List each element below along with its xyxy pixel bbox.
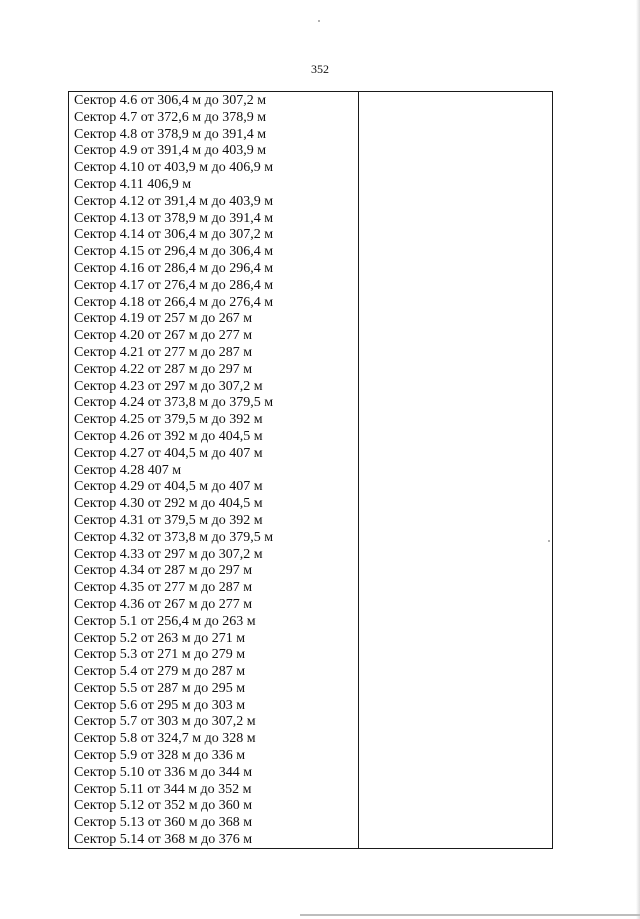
sector-row: Сектор 4.11 406,9 м	[74, 176, 192, 192]
sector-row: Сектор 4.17 от 276,4 м до 286,4 м	[74, 277, 274, 293]
page-number: 352	[311, 62, 329, 76]
scan-speck	[548, 540, 550, 542]
sector-row: Сектор 5.9 от 328 м до 336 м	[74, 748, 246, 764]
sector-row: Сектор 4.7 от 372,6 м до 378,9 м	[74, 109, 267, 125]
sector-row: Сектор 5.10 от 336 м до 344 м	[74, 764, 253, 780]
sector-row: Сектор 4.10 от 403,9 м до 406,9 м	[74, 160, 274, 176]
sector-row: Сектор 4.12 от 391,4 м до 403,9 м	[74, 193, 274, 209]
sector-row: Сектор 5.7 от 303 м до 307,2 м	[74, 714, 256, 730]
sector-row: Сектор 5.5 от 287 м до 295 м	[74, 680, 246, 696]
sector-row: Сектор 4.24 от 373,8 м до 379,5 м	[74, 395, 274, 411]
sector-row: Сектор 5.6 от 295 м до 303 м	[74, 697, 246, 713]
sector-row: Сектор 4.20 от 267 м до 277 м	[74, 328, 253, 344]
scan-speck	[318, 20, 320, 22]
sector-row: Сектор 4.8 от 378,9 м до 391,4 м	[74, 126, 267, 142]
sector-row: Сектор 4.23 от 297 м до 307,2 м	[74, 378, 263, 394]
sector-row: Сектор 4.28 407 м	[74, 462, 182, 478]
sector-row: Сектор 4.16 от 286,4 м до 296,4 м	[74, 260, 274, 276]
sector-table	[68, 91, 553, 849]
sector-row: Сектор 4.18 от 266,4 м до 276,4 м	[74, 294, 274, 310]
sector-row: Сектор 4.22 от 287 м до 297 м	[74, 361, 253, 377]
sector-row: Сектор 4.27 от 404,5 м до 407 м	[74, 445, 263, 461]
sector-row: Сектор 5.11 от 344 м до 352 м	[74, 781, 252, 797]
sector-row: Сектор 4.14 от 306,4 м до 307,2 м	[74, 227, 274, 243]
sector-row: Сектор 5.14 от 368 м до 376 м	[74, 832, 253, 848]
sector-row: Сектор 5.13 от 360 м до 368 м	[74, 815, 253, 831]
sector-row: Сектор 5.2 от 263 м до 271 м	[74, 630, 246, 646]
sector-row: Сектор 5.1 от 256,4 м до 263 м	[74, 613, 256, 629]
sector-row: Сектор 4.31 от 379,5 м до 392 м	[74, 512, 263, 528]
sector-row: Сектор 4.34 от 287 м до 297 м	[74, 563, 253, 579]
sector-row: Сектор 4.25 от 379,5 м до 392 м	[74, 412, 263, 428]
sector-list	[74, 93, 356, 849]
scan-edge	[636, 0, 640, 919]
sector-row: Сектор 4.36 от 267 м до 277 м	[74, 596, 253, 612]
sector-row: Сектор 4.29 от 404,5 м до 407 м	[74, 479, 263, 495]
sector-row: Сектор 4.6 от 306,4 м до 307,2 м	[74, 93, 267, 108]
sector-row: Сектор 4.21 от 277 м до 287 м	[74, 344, 253, 360]
column-divider	[358, 92, 359, 848]
sector-row: Сектор 4.30 от 292 м до 404,5 м	[74, 496, 263, 512]
sector-row: Сектор 5.3 от 271 м до 279 м	[74, 647, 246, 663]
sector-row: Сектор 4.33 от 297 м до 307,2 м	[74, 546, 263, 562]
scan-bottom-edge	[300, 914, 640, 916]
sector-row: Сектор 4.26 от 392 м до 404,5 м	[74, 428, 263, 444]
sector-row: Сектор 5.8 от 324,7 м до 328 м	[74, 731, 256, 747]
sector-row: Сектор 4.15 от 296,4 м до 306,4 м	[74, 244, 274, 260]
sector-row: Сектор 5.4 от 279 м до 287 м	[74, 664, 246, 680]
sector-row: Сектор 5.12 от 352 м до 360 м	[74, 798, 253, 814]
sector-row: Сектор 4.9 от 391,4 м до 403,9 м	[74, 143, 267, 159]
sector-row: Сектор 4.35 от 277 м до 287 м	[74, 580, 253, 596]
sector-row: Сектор 4.19 от 257 м до 267 м	[74, 311, 253, 327]
sector-row: Сектор 4.13 от 378,9 м до 391,4 м	[74, 210, 274, 226]
sector-row: Сектор 4.32 от 373,8 м до 379,5 м	[74, 529, 274, 545]
